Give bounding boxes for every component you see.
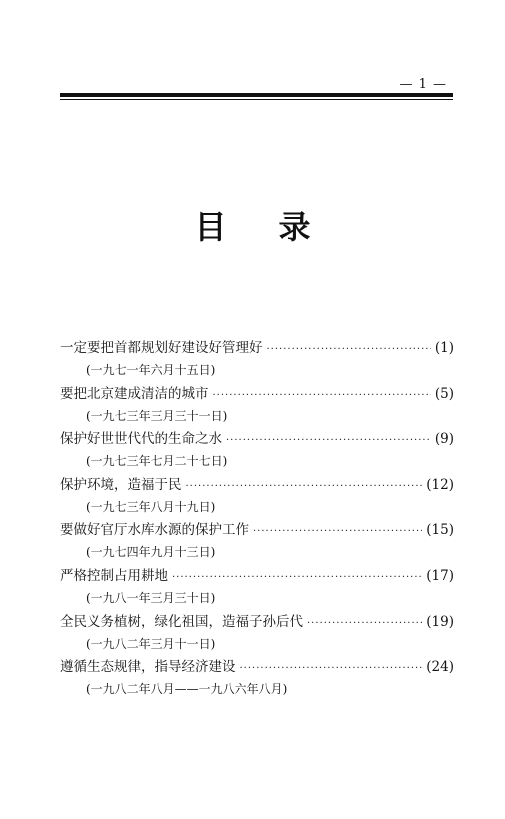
- toc-entry-title[interactable]: 要做好官厅水库水源的保护工作: [60, 522, 249, 539]
- toc-entry-page[interactable]: (19): [426, 613, 454, 630]
- toc-entry-title[interactable]: 保护好世世代代的生命之水: [60, 431, 222, 448]
- toc-leader-dots: [213, 385, 431, 407]
- toc-entry[interactable]: [60, 519, 454, 565]
- toc-entry-date: (一九七一年六月十五日): [86, 363, 216, 377]
- toc-entry-page[interactable]: (17): [426, 567, 454, 584]
- toc-leader-dots: [253, 521, 422, 543]
- toc-entry[interactable]: [60, 656, 454, 702]
- toc-entry[interactable]: [60, 474, 454, 520]
- toc-entry-title[interactable]: 一定要把首都规划好建设好管理好: [60, 340, 263, 356]
- toc-entry-date: (一九八一年三月三十日): [86, 590, 216, 605]
- title-char-1: 目: [194, 208, 227, 246]
- toc-entry-page[interactable]: (5): [434, 385, 454, 402]
- toc-entry-date: (一九七四年九月十三日): [86, 545, 216, 560]
- toc-entry-page[interactable]: (24): [426, 659, 454, 676]
- toc-entry[interactable]: [60, 428, 454, 474]
- toc-leader-dots: [307, 613, 422, 635]
- toc-entry-title[interactable]: 保护环境，造福于民: [60, 476, 182, 493]
- toc-entry-title[interactable]: 全民义务植树，绿化祖国，造福子孙后代: [60, 613, 303, 630]
- toc-entry-date: (一九八二年八月——一九八六年八月): [86, 682, 288, 697]
- toc-entry-page[interactable]: (15): [426, 522, 454, 539]
- toc-entry-page[interactable]: (12): [426, 476, 454, 493]
- page-number: — 1 —: [399, 77, 447, 92]
- toc-entry[interactable]: [60, 565, 454, 611]
- toc-entry-title[interactable]: 遵循生态规律，指导经济建设: [60, 659, 236, 676]
- toc-leader-dots: [267, 339, 431, 361]
- header-rule-thick: [60, 93, 453, 97]
- toc-entry-title[interactable]: 严格控制占用耕地: [60, 567, 168, 584]
- table-of-contents: [60, 337, 454, 702]
- page-title: [0, 202, 505, 248]
- toc-leader-dots: [226, 430, 431, 452]
- header-rule-thin: [60, 99, 453, 100]
- toc-entry[interactable]: [60, 337, 454, 383]
- toc-entry-title[interactable]: 要把北京建成清洁的城市: [60, 385, 209, 402]
- toc-leader-dots: [186, 476, 423, 498]
- toc-entry-date: (一九八二年三月十一日): [86, 636, 216, 651]
- toc-entry[interactable]: [60, 611, 454, 657]
- toc-entry-date: (一九七三年八月十九日): [86, 499, 216, 514]
- toc-entry-date: (一九七三年七月二十七日): [86, 454, 228, 469]
- toc-entry[interactable]: [60, 383, 454, 429]
- toc-entry-page[interactable]: (1): [434, 340, 454, 356]
- toc-entry-date: (一九七三年三月三十一日): [86, 408, 228, 423]
- title-char-2: 录: [278, 208, 311, 246]
- toc-leader-dots: [240, 658, 423, 680]
- toc-leader-dots: [172, 567, 422, 589]
- toc-entry-page[interactable]: (9): [434, 431, 454, 448]
